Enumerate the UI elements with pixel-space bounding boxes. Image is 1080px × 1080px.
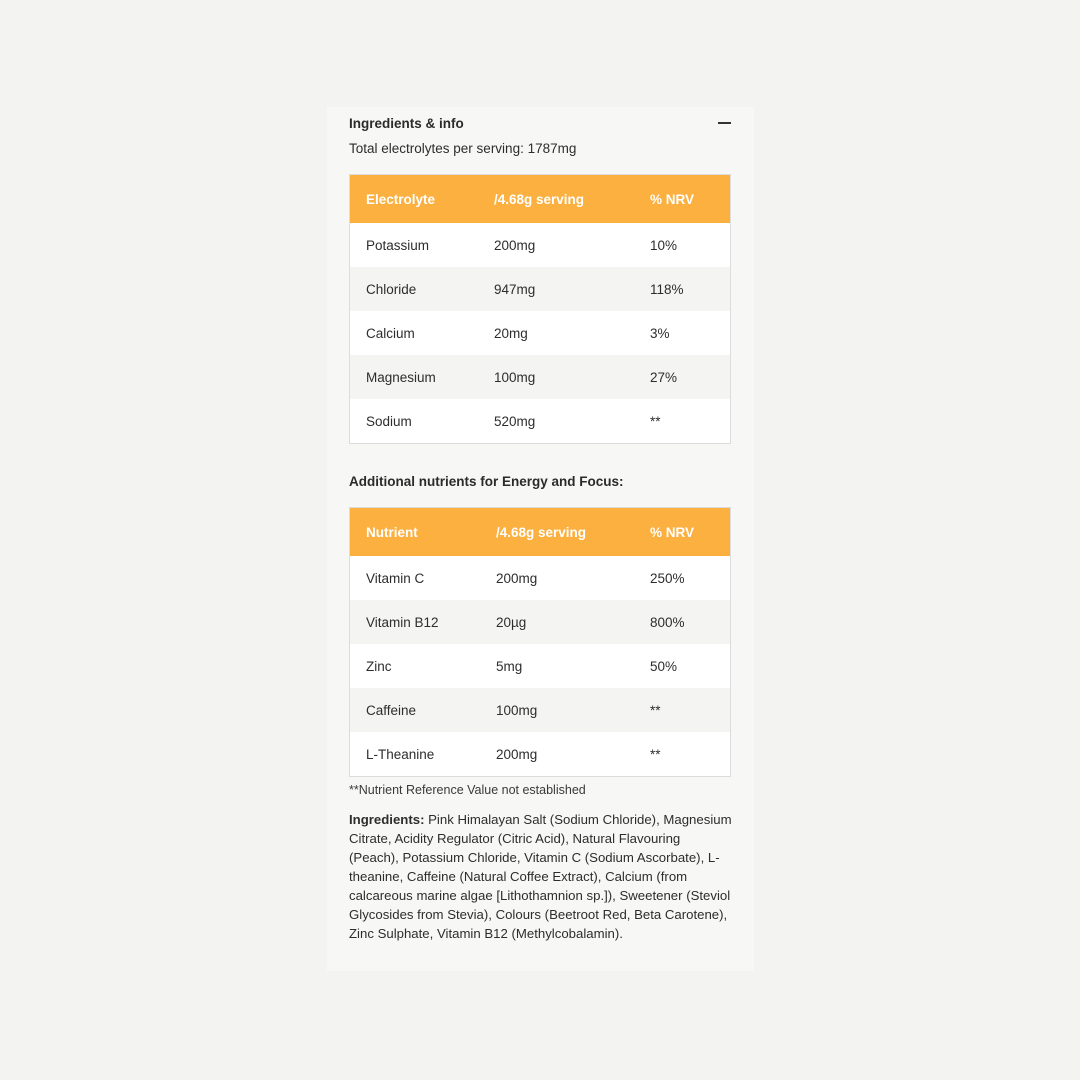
table-row <box>350 267 730 311</box>
table-cell: Vitamin B12 <box>366 614 439 630</box>
table-cell: Zinc <box>366 658 392 674</box>
ingredients-info-panel <box>327 107 754 971</box>
column-header: % NRV <box>650 191 695 207</box>
table-cell: 118% <box>650 281 684 297</box>
table-cell: 200mg <box>496 746 538 762</box>
table-row <box>350 311 730 355</box>
nutrient-table <box>349 507 731 777</box>
table-cell: Calcium <box>366 325 415 341</box>
ingredients-text: Pink Himalayan Salt (Sodium Chloride), Magnesium Citrate, Acidity Regulator (Citric Acid), Natural Flavouring (Peach), Potassium Chloride, Vitamin C (Sodium Ascorbate), L-theanine, Caffeine (Natural Coffee Extract), Calcium (from calcareous marine algae [Lithothamnion sp.]), Sweetener (Steviol Glycosides from Stevia), Colours (Beetroot Red, Beta Carotene), Zinc Sulphate, Vitamin B12 (Methylcobalamin). <box>349 812 732 941</box>
table-header <box>350 508 730 556</box>
nrv-footnote: **Nutrient Reference Value not established <box>349 783 586 797</box>
table-cell: Sodium <box>366 413 412 429</box>
table-cell: ** <box>650 413 661 429</box>
table-cell: 50% <box>650 658 678 674</box>
column-header: /4.68g serving <box>494 191 585 207</box>
column-header: Nutrient <box>366 524 418 540</box>
table-row <box>350 556 730 600</box>
column-header: Electrolyte <box>366 191 436 207</box>
table-row <box>350 399 730 443</box>
minus-icon[interactable] <box>718 116 732 130</box>
table-cell: 520mg <box>494 413 536 429</box>
column-header: % NRV <box>650 524 695 540</box>
total-electrolytes: Total electrolytes per serving: 1787mg <box>349 141 577 156</box>
table-row <box>350 355 730 399</box>
table-cell: Magnesium <box>366 369 436 385</box>
table-row <box>350 223 730 267</box>
table-row <box>350 688 730 732</box>
table-cell: ** <box>650 702 661 718</box>
table-cell: 200mg <box>494 237 536 253</box>
table-cell: 20mg <box>494 325 528 341</box>
table-cell: 3% <box>650 325 670 341</box>
table-cell: Vitamin C <box>366 570 425 586</box>
table-cell: L-Theanine <box>366 746 435 762</box>
accordion-header[interactable] <box>349 111 732 135</box>
table-cell: 27% <box>650 369 678 385</box>
ingredients-list <box>349 810 733 943</box>
table-header <box>350 175 730 223</box>
table-cell: ** <box>650 746 661 762</box>
accordion-title: Ingredients & info <box>349 115 464 131</box>
table-cell: 250% <box>650 570 685 586</box>
table-cell: 800% <box>650 614 685 630</box>
table-cell: 100mg <box>494 369 536 385</box>
electrolyte-table <box>349 174 731 444</box>
table-cell: Chloride <box>366 281 417 297</box>
additional-nutrients-heading: Additional nutrients for Energy and Focus: <box>349 474 624 489</box>
table-row <box>350 732 730 776</box>
table-row <box>350 600 730 644</box>
column-header: /4.68g serving <box>496 524 587 540</box>
table-cell: 100mg <box>496 702 538 718</box>
table-cell: Caffeine <box>366 702 417 718</box>
table-cell: 947mg <box>494 281 536 297</box>
ingredients-label: Ingredients: <box>349 812 425 827</box>
table-cell: 200mg <box>496 570 538 586</box>
table-cell: Potassium <box>366 237 430 253</box>
table-cell: 5mg <box>496 658 523 674</box>
table-cell: 20µg <box>496 614 527 630</box>
table-row <box>350 644 730 688</box>
table-cell: 10% <box>650 237 678 253</box>
